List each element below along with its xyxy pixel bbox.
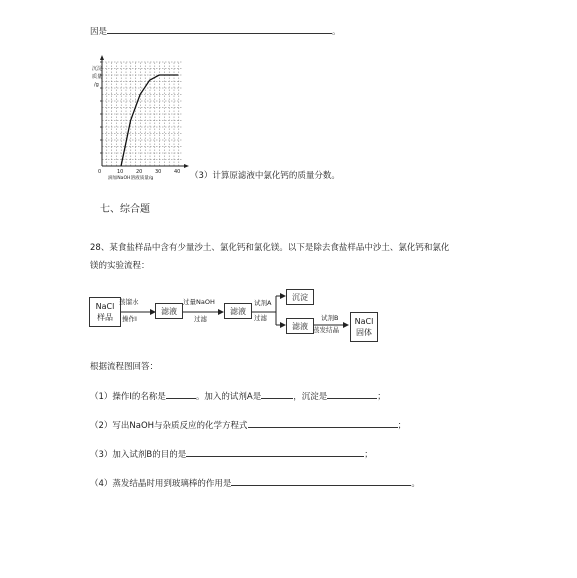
question-3b-end: ； <box>364 450 373 460</box>
step-2-top: 过量NaOH <box>183 298 215 306</box>
section-title: 七、综合题 <box>100 204 150 215</box>
answer-blank-reagent-a[interactable] <box>261 389 293 399</box>
flow-box-product-label: NaCl固体 <box>354 317 374 337</box>
y-axis-label-line-1: 沉淀 <box>92 66 103 72</box>
flow-box-product <box>350 312 378 342</box>
step-1-bottom: 操作Ⅰ <box>122 315 137 323</box>
step-3-bottom: 过滤 <box>254 314 267 322</box>
x-axis-arrow <box>184 164 189 168</box>
y-axis-label-line-3: /g <box>94 82 99 88</box>
question-1-text-a: （1）操作Ⅰ的名称是 <box>90 392 166 402</box>
x-tick-40: 40 <box>174 169 181 175</box>
question-3b <box>90 447 373 460</box>
question-2-end: ； <box>397 421 407 431</box>
flow-box-filtrate-2: 滤液 <box>224 303 252 319</box>
question-1 <box>90 389 386 402</box>
answer-blank-precipitate[interactable] <box>327 389 377 399</box>
y-axis-label-line-2: 质量 <box>92 74 103 80</box>
x-tick-10: 10 <box>117 169 124 175</box>
line-1-suffix: 。 <box>332 27 341 37</box>
answer-blank-purpose[interactable] <box>186 447 364 457</box>
x-tick-30: 30 <box>155 169 162 175</box>
step-3-top: 试剂A <box>254 299 272 307</box>
question-4-end: 。 <box>411 479 420 489</box>
question-1-text-b: 。加入的试剂A是 <box>195 392 262 402</box>
step-4-bottom: 蒸发结晶 <box>313 326 339 334</box>
question-1-text-c: ，沉淀是 <box>293 392 328 402</box>
question-2 <box>90 418 406 431</box>
answer-blank-glass-rod[interactable] <box>231 476 411 486</box>
line-1-prefix: 因是 <box>90 27 108 37</box>
answer-blank-operation[interactable] <box>166 389 196 399</box>
step-4-top: 试剂B <box>321 314 339 322</box>
q28-line-2: 镁的实验流程： <box>90 261 150 271</box>
answer-intro: 根据流程图回答： <box>90 362 159 372</box>
step-1-top: 蒸馏水 <box>119 298 139 306</box>
question-3: （3）计算原滤液中氯化钙的质量分数。 <box>190 171 340 181</box>
answer-blank-equation[interactable] <box>248 418 398 428</box>
graph-grid <box>102 62 182 166</box>
x-axis-label: 滴加NaOH溶液质量/g <box>108 176 154 180</box>
flow-box-sample <box>89 297 121 327</box>
origin-label: 0 <box>98 169 102 175</box>
x-tick-20: 20 <box>136 169 143 175</box>
answer-blank[interactable] <box>107 24 332 34</box>
flow-box-filtrate-1: 滤液 <box>155 303 183 319</box>
q28-line-1: 28、某食盐样品中含有少量沙土、氯化钙和氯化镁。以下是除去食盐样品中沙土、氯化钙和氯化 <box>90 243 450 253</box>
question-3b-text: （3）加入试剂B的目的是 <box>90 450 187 460</box>
line-1 <box>90 24 341 37</box>
question-1-text-d: ； <box>377 392 386 402</box>
flow-box-precipitate: 沉淀 <box>286 289 314 305</box>
precipitate-graph <box>78 52 190 180</box>
question-2-text: （2）写出NaOH与杂质反应的化学方程式 <box>90 421 248 431</box>
question-4-text: （4）蒸发结晶时用到玻璃棒的作用是 <box>90 479 232 489</box>
step-2-bottom: 过滤 <box>194 315 207 323</box>
y-axis-arrow <box>100 55 104 60</box>
question-4 <box>90 476 420 489</box>
flow-box-sample-label: NaCl样品 <box>95 302 115 322</box>
flow-box-filtrate-3: 滤液 <box>286 318 314 334</box>
